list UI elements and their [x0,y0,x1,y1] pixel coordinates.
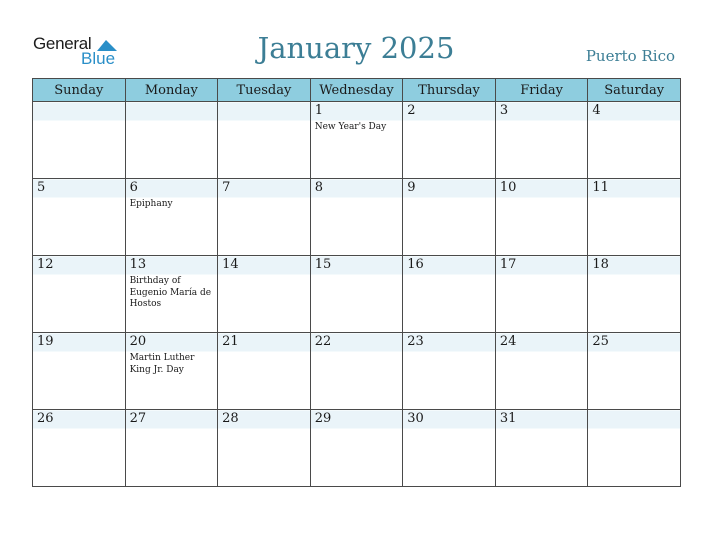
day-cell [403,179,496,256]
day-number: 24 [499,334,517,349]
day-number: 17 [499,257,517,272]
day-cell [403,256,496,333]
day-cell [125,333,218,410]
weekday-header: Monday [125,79,218,102]
day-number: 18 [592,257,609,272]
day-cell [33,333,126,410]
calendar-grid [32,78,681,487]
day-cell [310,256,403,333]
day-number [218,102,310,120]
day-number: 30 [407,411,424,426]
day-cell [310,333,403,410]
week-row [33,333,681,410]
day-cell [218,102,311,179]
day-number: 27 [129,411,147,426]
logo-text-general: General [33,34,92,53]
day-cell [588,410,681,487]
day-number: 25 [592,334,609,349]
day-number: 9 [407,180,416,195]
day-number: 13 [129,257,147,272]
day-cell [125,102,218,179]
day-cell [495,256,588,333]
week-row [33,256,681,333]
day-number: 2 [407,103,416,118]
day-number: 3 [499,103,509,118]
day-number: 8 [314,180,323,195]
day-number: 7 [222,180,231,195]
logo-text-blue: Blue [81,49,116,68]
calendar-title: January 2025 [257,31,455,65]
holiday-label: Birthday of Eugenio María de Hostos [129,276,212,309]
day-cell [495,102,588,179]
day-cell [218,333,311,410]
day-number: 26 [37,411,54,426]
day-cell [218,410,311,487]
day-number: 15 [314,257,332,272]
day-number: 14 [222,257,239,272]
day-number [126,102,218,120]
day-cell [495,333,588,410]
day-number [33,102,125,120]
day-cell [403,102,496,179]
holiday-label: Epiphany [129,199,173,209]
holiday-label: Martin Luther King Jr. Day [129,353,195,375]
day-number [588,410,680,428]
weekday-header: Friday [495,79,588,102]
weekday-header-row [33,79,681,102]
day-number: 11 [592,180,609,195]
day-number: 12 [37,257,54,272]
day-cell [125,410,218,487]
day-cell [588,256,681,333]
day-cell [495,179,588,256]
day-cell [33,102,126,179]
week-row [33,179,681,256]
day-cell [310,102,403,179]
day-number: 19 [37,334,54,349]
day-cell [495,410,588,487]
week-row [33,102,681,179]
day-cell [588,102,681,179]
day-cell [218,179,311,256]
day-cell [218,256,311,333]
day-cell [588,333,681,410]
day-number: 29 [314,411,332,426]
country-name: Puerto Rico [585,47,675,65]
day-number: 21 [222,334,239,349]
day-cell [403,410,496,487]
weekday-header: Wednesday [310,79,403,102]
day-number: 16 [407,257,424,272]
day-number: 28 [222,411,239,426]
day-cell [403,333,496,410]
day-number: 4 [592,103,601,118]
day-cell [33,256,126,333]
day-number: 1 [314,103,323,118]
day-number: 10 [499,180,517,195]
day-cell [33,410,126,487]
holiday-label: New Year's Day [314,122,387,132]
day-cell [125,256,218,333]
week-row [33,410,681,487]
day-number: 22 [314,334,332,349]
weekday-header: Sunday [33,79,126,102]
day-cell [125,179,218,256]
day-number: 20 [129,334,147,349]
day-number: 5 [37,180,46,195]
day-cell [588,179,681,256]
day-cell [310,179,403,256]
day-cell [310,410,403,487]
weekday-header: Thursday [403,79,496,102]
day-number: 23 [407,334,424,349]
day-cell [33,179,126,256]
day-number: 31 [499,411,517,426]
day-number: 6 [129,180,138,195]
weekday-header: Tuesday [218,79,311,102]
weekday-header: Saturday [588,79,681,102]
